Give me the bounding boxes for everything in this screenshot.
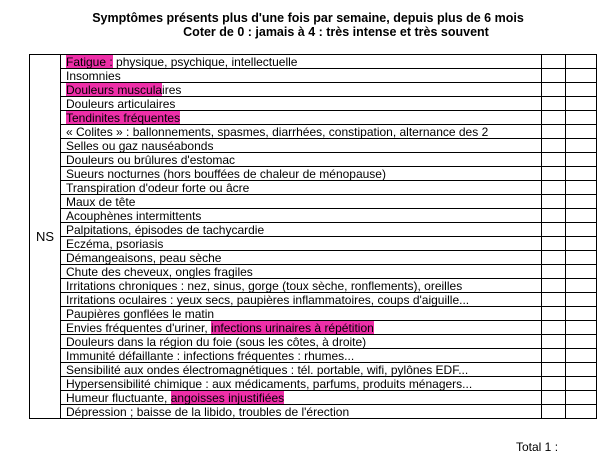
symptom-text: Insomnies bbox=[66, 68, 121, 83]
symptom-text: Dépression ; baisse de la libido, troubles de l'érection bbox=[66, 404, 350, 419]
score-cell[interactable] bbox=[566, 125, 597, 139]
header-subtitle: Coter de 0 : jamais à 4 : très intense et très souvent bbox=[183, 25, 489, 39]
table-row bbox=[30, 363, 597, 377]
score-cell[interactable] bbox=[542, 125, 566, 139]
symptom-text: Douleurs dans la région du foie (sous les côtes, à droite) bbox=[66, 334, 367, 349]
symptom-cell bbox=[61, 223, 542, 237]
score-cell[interactable] bbox=[542, 181, 566, 195]
table-row bbox=[30, 125, 597, 139]
score-cell[interactable] bbox=[542, 321, 566, 335]
symptom-text: Hypersensibilité chimique : aux médicaments, parfums, produits ménagers... bbox=[66, 376, 473, 391]
score-cell[interactable] bbox=[566, 363, 597, 377]
table-row bbox=[30, 335, 597, 349]
document-header bbox=[0, 11, 616, 39]
header-title: Symptômes présents plus d'une fois par semaine, depuis plus de 6 mois bbox=[92, 11, 524, 25]
symptom-cell bbox=[61, 55, 542, 69]
symptom-cell bbox=[61, 209, 542, 223]
symptom-text: Irritations chroniques : nez, sinus, gorge (toux sèche, ronflements), oreilles bbox=[66, 278, 463, 293]
score-cell[interactable] bbox=[542, 293, 566, 307]
score-cell[interactable] bbox=[566, 167, 597, 181]
symptom-cell bbox=[61, 335, 542, 349]
table-row bbox=[30, 111, 597, 125]
score-cell[interactable] bbox=[566, 251, 597, 265]
table-row bbox=[30, 307, 597, 321]
symptom-cell bbox=[61, 279, 542, 293]
score-cell[interactable] bbox=[542, 111, 566, 125]
score-cell[interactable] bbox=[542, 251, 566, 265]
table-row bbox=[30, 223, 597, 237]
table-row bbox=[30, 265, 597, 279]
symptom-text: « Colites » : ballonnements, spasmes, diarrhées, constipation, alternance des 2 bbox=[66, 124, 489, 139]
symptom-text: Irritations oculaires : yeux secs, paupières inflammatoires, coups d'aiguille... bbox=[66, 292, 470, 307]
score-cell[interactable] bbox=[542, 209, 566, 223]
highlighted-text: Douleurs muscula bbox=[66, 82, 163, 97]
score-cell[interactable] bbox=[566, 195, 597, 209]
score-cell[interactable] bbox=[566, 97, 597, 111]
symptom-text: Maux de tête bbox=[66, 194, 136, 209]
score-cell[interactable] bbox=[542, 223, 566, 237]
score-cell[interactable] bbox=[542, 237, 566, 251]
symptom-cell bbox=[61, 321, 542, 335]
symptom-text: Acouphènes intermittents bbox=[66, 208, 202, 223]
symptom-cell bbox=[61, 307, 542, 321]
symptom-text: ires bbox=[162, 82, 182, 97]
symptom-cell bbox=[61, 391, 542, 405]
score-cell[interactable] bbox=[542, 195, 566, 209]
score-cell[interactable] bbox=[542, 349, 566, 363]
symptom-text: Palpitations, épisodes de tachycardie bbox=[66, 222, 265, 237]
symptom-cell bbox=[61, 69, 542, 83]
symptom-text: Humeur fluctuante, bbox=[66, 390, 171, 405]
symptom-table bbox=[29, 54, 597, 419]
score-cell[interactable] bbox=[566, 153, 597, 167]
symptom-cell bbox=[61, 181, 542, 195]
symptom-text: Selles ou gaz nauséabonds bbox=[66, 138, 214, 153]
score-cell[interactable] bbox=[566, 237, 597, 251]
symptom-text: Immunité défaillante : infections fréquentes : rhumes... bbox=[66, 348, 355, 363]
total-label: Total 1 : bbox=[516, 440, 559, 454]
symptom-cell bbox=[61, 293, 542, 307]
table-row bbox=[30, 167, 597, 181]
score-cell[interactable] bbox=[542, 279, 566, 293]
highlighted-text: Fatigue : bbox=[66, 54, 113, 69]
symptom-cell bbox=[61, 251, 542, 265]
table-row bbox=[30, 55, 597, 69]
symptom-cell bbox=[61, 405, 542, 419]
score-cell[interactable] bbox=[542, 69, 566, 83]
score-cell[interactable] bbox=[566, 405, 597, 419]
table-row bbox=[30, 251, 597, 265]
symptom-text: Douleurs ou brûlures d'estomac bbox=[66, 152, 236, 167]
score-cell[interactable] bbox=[566, 391, 597, 405]
table-row bbox=[30, 97, 597, 111]
score-cell[interactable] bbox=[542, 153, 566, 167]
table-row bbox=[30, 153, 597, 167]
highlighted-text: angoisses injustifiées bbox=[170, 390, 285, 405]
symptom-text: physique, psychique, intellectuelle bbox=[112, 54, 298, 69]
score-cell[interactable] bbox=[566, 111, 597, 125]
score-cell[interactable] bbox=[542, 377, 566, 391]
score-cell[interactable] bbox=[542, 363, 566, 377]
table-row bbox=[30, 83, 597, 97]
score-cell[interactable] bbox=[566, 307, 597, 321]
score-cell[interactable] bbox=[566, 83, 597, 97]
symptom-cell bbox=[61, 153, 542, 167]
table-row bbox=[30, 181, 597, 195]
highlighted-text: Tendinites fréquentes bbox=[66, 110, 181, 125]
table-row bbox=[30, 279, 597, 293]
symptom-text: Eczéma, psoriasis bbox=[66, 236, 164, 251]
score-cell[interactable] bbox=[542, 391, 566, 405]
score-cell[interactable] bbox=[566, 279, 597, 293]
symptom-cell bbox=[61, 167, 542, 181]
score-cell[interactable] bbox=[566, 223, 597, 237]
symptom-text: Douleurs articulaires bbox=[66, 96, 176, 111]
score-cell[interactable] bbox=[542, 167, 566, 181]
symptom-cell bbox=[61, 363, 542, 377]
table-row bbox=[30, 293, 597, 307]
table-row bbox=[30, 377, 597, 391]
symptom-cell bbox=[61, 125, 542, 139]
table-row bbox=[30, 321, 597, 335]
symptom-cell bbox=[61, 349, 542, 363]
symptom-cell bbox=[61, 237, 542, 251]
symptom-text: Paupières gonflées le matin bbox=[66, 306, 215, 321]
symptom-text: Chute des cheveux, ongles fragiles bbox=[66, 264, 253, 279]
score-cell[interactable] bbox=[566, 181, 597, 195]
score-cell[interactable] bbox=[566, 321, 597, 335]
highlighted-text: infections urinaires à répétition bbox=[211, 320, 374, 335]
score-cell[interactable] bbox=[542, 335, 566, 349]
symptom-cell bbox=[61, 139, 542, 153]
symptom-text: Envies fréquentes d'uriner, bbox=[66, 320, 212, 335]
table-row bbox=[30, 391, 597, 405]
table-row bbox=[30, 209, 597, 223]
score-cell[interactable] bbox=[566, 209, 597, 223]
symptom-text: Sensibilité aux ondes électromagnétiques : tél. portable, wifi, pylônes EDF... bbox=[66, 362, 469, 377]
score-cell[interactable] bbox=[542, 55, 566, 69]
symptom-cell bbox=[61, 195, 542, 209]
table-row bbox=[30, 237, 597, 251]
symptom-cell bbox=[61, 83, 542, 97]
score-cell[interactable] bbox=[542, 265, 566, 279]
table-row bbox=[30, 69, 597, 83]
table-row bbox=[30, 195, 597, 209]
symptom-text: Démangeaisons, peau sèche bbox=[66, 250, 222, 265]
score-cell[interactable] bbox=[566, 335, 597, 349]
score-cell[interactable] bbox=[542, 97, 566, 111]
ns-label: NS bbox=[30, 55, 61, 419]
score-cell[interactable] bbox=[542, 83, 566, 97]
table-row bbox=[30, 139, 597, 153]
score-cell[interactable] bbox=[542, 307, 566, 321]
score-cell[interactable] bbox=[566, 293, 597, 307]
symptom-text: Transpiration d'odeur forte ou âcre bbox=[66, 180, 250, 195]
symptom-cell bbox=[61, 265, 542, 279]
table-row bbox=[30, 349, 597, 363]
symptom-cell bbox=[61, 97, 542, 111]
symptom-cell bbox=[61, 111, 542, 125]
score-cell[interactable] bbox=[566, 55, 597, 69]
score-cell[interactable] bbox=[566, 349, 597, 363]
symptom-text: Sueurs nocturnes (hors bouffées de chaleur de ménopause) bbox=[66, 166, 386, 181]
score-cell[interactable] bbox=[542, 139, 566, 153]
table-row bbox=[30, 405, 597, 419]
score-cell[interactable] bbox=[542, 405, 566, 419]
symptom-cell bbox=[61, 377, 542, 391]
score-cell[interactable] bbox=[566, 69, 597, 83]
score-cell[interactable] bbox=[566, 139, 597, 153]
score-cell[interactable] bbox=[566, 377, 597, 391]
score-cell[interactable] bbox=[566, 265, 597, 279]
